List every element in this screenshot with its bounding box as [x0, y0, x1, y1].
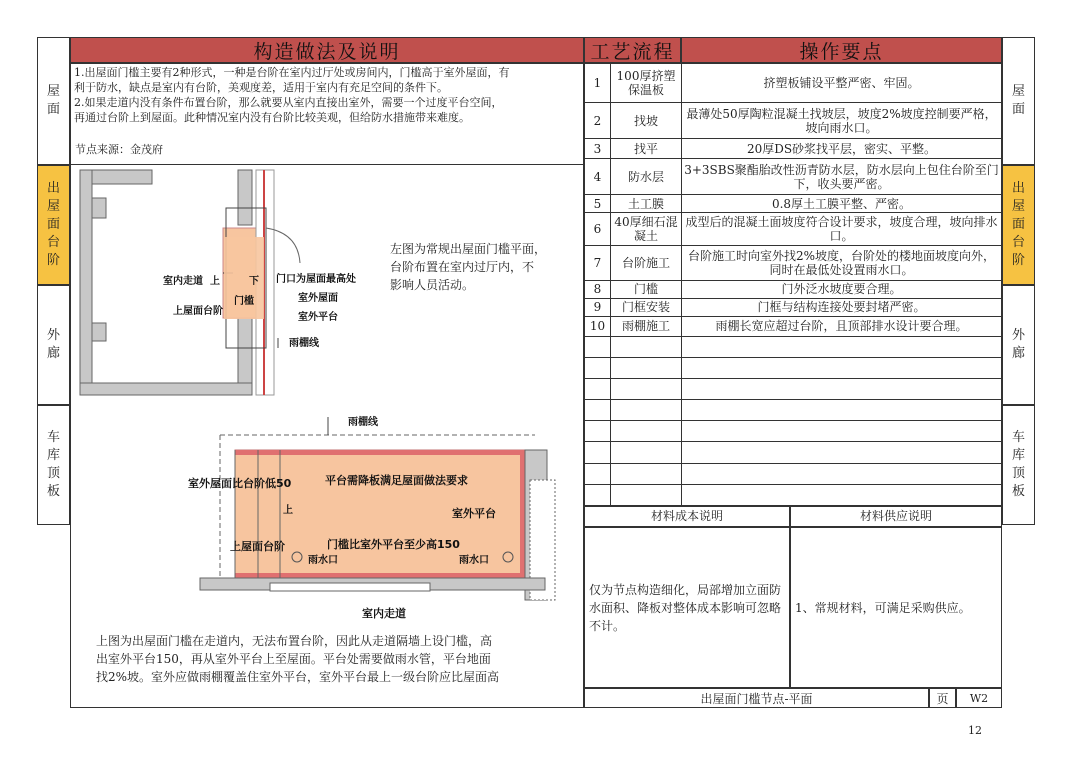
tab-corridor-right: 外廊 — [1002, 285, 1035, 405]
plan1-roof-step: 上屋面台阶 — [173, 306, 223, 317]
empty-step-row — [585, 357, 1002, 378]
empty-cell — [585, 421, 611, 442]
cost-text-box — [584, 527, 790, 688]
tab-roof-step-left: 出屋面台阶 — [37, 165, 70, 285]
empty-cell — [585, 378, 611, 399]
plan2-sill-note: 门槛比室外平台至少高150 — [327, 538, 460, 551]
plan1-door-note: 门口为屋面最高处 — [276, 274, 356, 285]
step-name: 门框安装 — [611, 298, 682, 316]
plan2-roof-step: 上屋面台阶 — [230, 540, 285, 553]
plan2-caption-line-2: 出室外平台150，再从室外平台上至屋面。平台处需要做雨水管，平台地面 — [96, 652, 491, 666]
step-point: 3+3SBS聚酯胎改性沥青防水层，防水层向上包住台阶至门下，收头要严密。 — [682, 159, 1002, 195]
plan2-caption-line-3: 找2%坡。室外应做雨棚覆盖住室外平台，室外平台最上一级台阶应比屋面高 — [96, 670, 500, 684]
empty-cell — [585, 442, 611, 463]
step-number: 7 — [585, 245, 611, 280]
step-name: 雨棚施工 — [611, 316, 682, 336]
step-number: 4 — [585, 159, 611, 195]
step-row — [585, 103, 1002, 139]
plan1-corridor-label: 室内走道 — [163, 276, 203, 287]
plan2-platform-note: 平台需降板满足屋面做法要求 — [325, 474, 468, 487]
description-line-4: 再通过台阶上到屋面。此种情况室内没有台阶比较美观，但给防水措施带来难度。 — [74, 111, 470, 124]
step-row — [585, 316, 1002, 336]
plan-1-caption — [390, 240, 580, 294]
plan1-caption-line-1: 左图为常规出屋面门槛平面， — [390, 242, 547, 256]
plan1-outdoor-platform: 室外平台 — [298, 312, 338, 323]
step-row — [585, 195, 1002, 213]
step-number: 3 — [585, 139, 611, 159]
step-point: 成型后的混凝土面坡度符合设计要求，坡度合理，坡向排水口。 — [682, 213, 1002, 246]
footer-title-box — [584, 688, 929, 708]
step-number: 6 — [585, 213, 611, 246]
plan1-up-label: 上 — [210, 276, 220, 287]
step-row — [585, 280, 1002, 298]
footer-page-code-box — [956, 688, 1002, 708]
footer-page-code: W2 — [969, 691, 989, 705]
mid-header: 工艺流程 — [584, 37, 681, 63]
plan1-canopy-label: 雨棚线 — [289, 338, 319, 349]
cost-text: 仅为节点构造细化，局部增加立面防水面积、降板对整体成本影响可忽略不计。 — [589, 582, 782, 633]
empty-cell — [682, 378, 1002, 399]
step-point: 最薄处50厚陶粒混凝土找坡层，坡度2%坡度控制要严格，坡向雨水口。 — [682, 103, 1002, 139]
empty-cell — [682, 357, 1002, 378]
step-name: 土工膜 — [611, 195, 682, 213]
tab-roof-left: 屋面 — [37, 37, 70, 165]
empty-cell — [611, 442, 682, 463]
step-point: 20厚DS砂浆找平层，密实、平整。 — [682, 139, 1002, 159]
step-number: 9 — [585, 298, 611, 316]
empty-cell — [585, 463, 611, 484]
tab-garage-right: 车库顶板 — [1002, 405, 1035, 525]
plan2-up-label: 上 — [283, 505, 293, 516]
step-name: 找平 — [611, 139, 682, 159]
step-point: 台阶施工时向室外找2%坡度，台阶处的楼地面坡度向外，同时在最低处设置雨水口。 — [682, 245, 1002, 280]
empty-cell — [585, 357, 611, 378]
tab-roof-step-right: 出屋面台阶 — [1002, 165, 1035, 285]
step-point: 挤塑板铺设平整严密、牢固。 — [682, 64, 1002, 103]
empty-cell — [611, 421, 682, 442]
plan2-drain-1: 雨水口 — [308, 555, 338, 566]
empty-cell — [611, 336, 682, 357]
plan2-outdoor-platform: 室外平台 — [452, 507, 496, 520]
step-point: 门框与结构连接处要封堵严密。 — [682, 298, 1002, 316]
step-name: 门槛 — [611, 280, 682, 298]
plan1-sill-label: 门槛 — [234, 296, 254, 307]
step-point: 门外泛水坡度要合理。 — [682, 280, 1002, 298]
step-row — [585, 64, 1002, 103]
empty-cell — [611, 463, 682, 484]
empty-cell — [611, 357, 682, 378]
left-header: 构造做法及说明 — [70, 37, 584, 63]
empty-cell — [611, 378, 682, 399]
empty-cell — [585, 336, 611, 357]
step-number: 5 — [585, 195, 611, 213]
step-name: 台阶施工 — [611, 245, 682, 280]
empty-step-row — [585, 421, 1002, 442]
plan-2-caption — [96, 632, 576, 686]
empty-cell — [682, 336, 1002, 357]
step-number: 10 — [585, 316, 611, 336]
empty-step-row — [585, 463, 1002, 484]
step-row — [585, 298, 1002, 316]
empty-step-row — [585, 400, 1002, 421]
supply-text-box — [790, 527, 1002, 688]
footer-page-label-box — [929, 688, 956, 708]
plan2-canopy-label: 雨棚线 — [348, 417, 378, 428]
cost-header: 材料成本说明 — [584, 506, 790, 527]
footer-title: 出屋面门槛节点-平面 — [700, 691, 813, 706]
empty-step-row — [585, 442, 1002, 463]
step-name: 100厚挤塑保温板 — [611, 64, 682, 103]
description-box — [70, 63, 584, 165]
right-header: 操作要点 — [681, 37, 1002, 63]
empty-step-row — [585, 378, 1002, 399]
empty-cell — [585, 400, 611, 421]
tab-corridor-left: 外廊 — [37, 285, 70, 405]
empty-cell — [611, 484, 682, 505]
plan1-outdoor-roof: 室外屋面 — [298, 293, 338, 304]
plan2-corridor: 室内走道 — [362, 607, 406, 620]
footer-page-label: 页 — [936, 691, 949, 706]
supply-header: 材料供应说明 — [790, 506, 1002, 527]
source-note: 节点来源：金茂府 — [75, 143, 163, 156]
description-line-3: 2.如果走道内没有条件布置台阶，那么就要从室内直接出室外，需要一个过度平台空间， — [74, 96, 503, 109]
page-number: 12 — [968, 724, 982, 737]
plan2-caption-line-1: 上图为出屋面门槛在走道内，无法布置台阶，因此从走道隔墙上设门槛，高 — [96, 634, 493, 648]
description-line-1: 1.出屋面门槛主要有2种形式，一种是台阶在室内过厅处或房间内，门槛高于室外屋面，有 — [74, 66, 510, 79]
plan1-caption-line-2: 台阶布置在室内过厅内，不 — [390, 260, 535, 274]
step-point: 0.8厚土工膜平整、严密。 — [682, 195, 1002, 213]
empty-cell — [682, 400, 1002, 421]
tab-garage-left: 车库顶板 — [37, 405, 70, 525]
plan2-roof-lower: 室外屋面比台阶低50 — [188, 477, 292, 490]
step-row — [585, 213, 1002, 246]
empty-cell — [682, 484, 1002, 505]
empty-step-row — [585, 484, 1002, 505]
empty-cell — [682, 442, 1002, 463]
step-point: 雨棚长宽应超过台阶，且顶部排水设计要合理。 — [682, 316, 1002, 336]
empty-step-row — [585, 336, 1002, 357]
step-name: 防水层 — [611, 159, 682, 195]
empty-cell — [682, 421, 1002, 442]
plan-2-drawing — [190, 405, 575, 620]
step-row — [585, 139, 1002, 159]
empty-cell — [682, 463, 1002, 484]
plan1-down-label: 下 — [249, 276, 259, 287]
supply-text: 1、常规材料，可满足采购供应。 — [795, 601, 971, 615]
empty-cell — [585, 484, 611, 505]
step-number: 8 — [585, 280, 611, 298]
step-number: 1 — [585, 64, 611, 103]
steps-table — [584, 63, 1002, 506]
plan2-drain-2: 雨水口 — [459, 555, 489, 566]
plan1-caption-line-3: 影响人员活动。 — [390, 278, 475, 292]
description-line-2: 利于防水，缺点是室内有台阶，美观度差，适用于室内有充足空间的条件下。 — [74, 81, 448, 94]
step-row — [585, 159, 1002, 195]
steps-table-wrap — [584, 63, 1002, 506]
step-name: 找坡 — [611, 103, 682, 139]
empty-cell — [611, 400, 682, 421]
step-number: 2 — [585, 103, 611, 139]
step-name: 40厚细石混凝土 — [611, 213, 682, 246]
tab-roof-right: 屋面 — [1002, 37, 1035, 165]
step-row — [585, 245, 1002, 280]
